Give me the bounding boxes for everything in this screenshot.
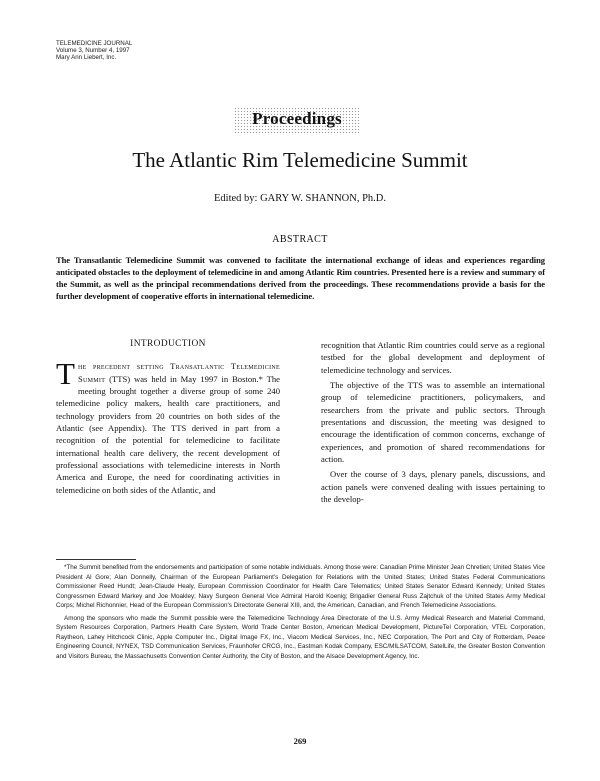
column-right <box>321 339 545 508</box>
article-title: The Atlantic Rim Telemedicine Summit <box>132 148 468 172</box>
journal-volume: Volume 3, Number 4, 1997 <box>56 47 130 55</box>
section-label: Proceedings <box>234 107 360 133</box>
drop-cap: T <box>56 356 75 392</box>
introduction-heading: INTRODUCTION <box>130 339 206 349</box>
journal-publisher: Mary Ann Liebert, Inc. <box>56 54 117 62</box>
page-number: 269 <box>293 736 307 746</box>
intro-paragraph-1 <box>56 356 280 496</box>
footnotes <box>56 563 545 664</box>
intro-paragraph-1-text: (TTS) was held in May 1997 in Boston.* The meeting brought together a diverse group of some 240 telemedicine policy makers, health care practitioners, and technology providers from 20 countries on both sides of the Atlantic (see Appendix). The TTS derived in part from a recognition of the potential for telemedicine to facilitate international health care delivery, the recent development of professional associations with telemedicine interests in North America and Europe, the need for coordinating activities in telemedicine on both sides of the Atlantic, and <box>56 373 280 495</box>
abstract-heading: ABSTRACT <box>272 234 328 245</box>
column-left <box>56 336 280 499</box>
footnote-2: Among the sponsors who made the Summit possible were the Telemedicine Technology Area Directorate of the U.S. Army Medical Research and Material Command, System Resources Corporation, Partners Health Care System, World Trade Center Boston, American Medical Development, PictureTel Corporation, VTEL Corporation, Raytheon, Lahey Hitchcock Clinic, Apple Computer Inc., Digital Image FX, Inc., Viacom Medical Services, Inc., NEC Corporation, The Port and City of Rotterdam, Peace Engineering Council, NYNEX, TSD Communication Services, Fraunhofer CRCG, Inc., Eastman Kodak Company, ESC/MILSATCOM, SatelLife, the Greater Boston Convention and Visitors Bureau, the Massachusetts Convention Center Authority, the City of Boston, and the Alsace Development Agency, Inc. <box>56 614 545 660</box>
footnote-1: *The Summit benefited from the endorsements and participation of some notable individuals. Among those were: Canadian Prime Minister Jean Chretien; United States Vice President Al Gore; Alan Donnelly, Chairman of the European Parliament's Delegation for Relations with the United States; United States Federal Communications Commissioner Reed Hundt; Jean-Claude Healy, European Commission Coordinator for Health Care Telematics; United States Senator Edward Kennedy; United States Congressmen Edward Markey and Joe Moakley; Navy Surgeon General Vice Admiral Harold Koenig; Brigadier General Russ Zajtchuk of the United States Army Medical Corps; Michel Richonnier, Head of the European Commission's Directorate General XIII, and, the American, Canadian, and French Telemedicine Associations. <box>56 564 545 609</box>
intro-lead-smallcaps: he precedent setting Transatlantic Telemedicine Summit <box>77 361 280 384</box>
intro-paragraph-1-continued: recognition that Atlantic Rim countries could serve as a regional testbed for the global development and deployment of telemedicine technology and services. <box>321 340 545 375</box>
intro-paragraph-2: The objective of the TTS was to assemble an international group of telemedicine practitioners, policymakers, and researchers from the private and public sectors. Through presentations and discussion, the meeting was designed to encourage the identification of common concerns, exchange of experiences, and promotion of shared recommendations for action. <box>321 380 545 465</box>
journal-name: TELEMEDICINE JOURNAL <box>56 40 133 47</box>
journal-info <box>56 40 132 62</box>
intro-paragraph-3: Over the course of 3 days, plenary panels, discussions, and action panels were convened dealing with issues pertaining to the develop- <box>321 469 545 505</box>
editor-line: Edited by: GARY W. SHANNON, Ph.D. <box>214 193 386 204</box>
abstract-text: The Transatlantic Telemedicine Summit was convened to facilitate the international exchange of ideas and experiences regarding anticipated obstacles to the deployment of telemedicine in and among Atlantic Rim countries. Presented here is a review and summary of the Summit, as well as the principal recommendations derived from the proceedings. These recommendations provide a basis for the further development of cooperative efforts in international telemedicine. <box>56 255 545 301</box>
footnote-rule <box>56 559 136 560</box>
